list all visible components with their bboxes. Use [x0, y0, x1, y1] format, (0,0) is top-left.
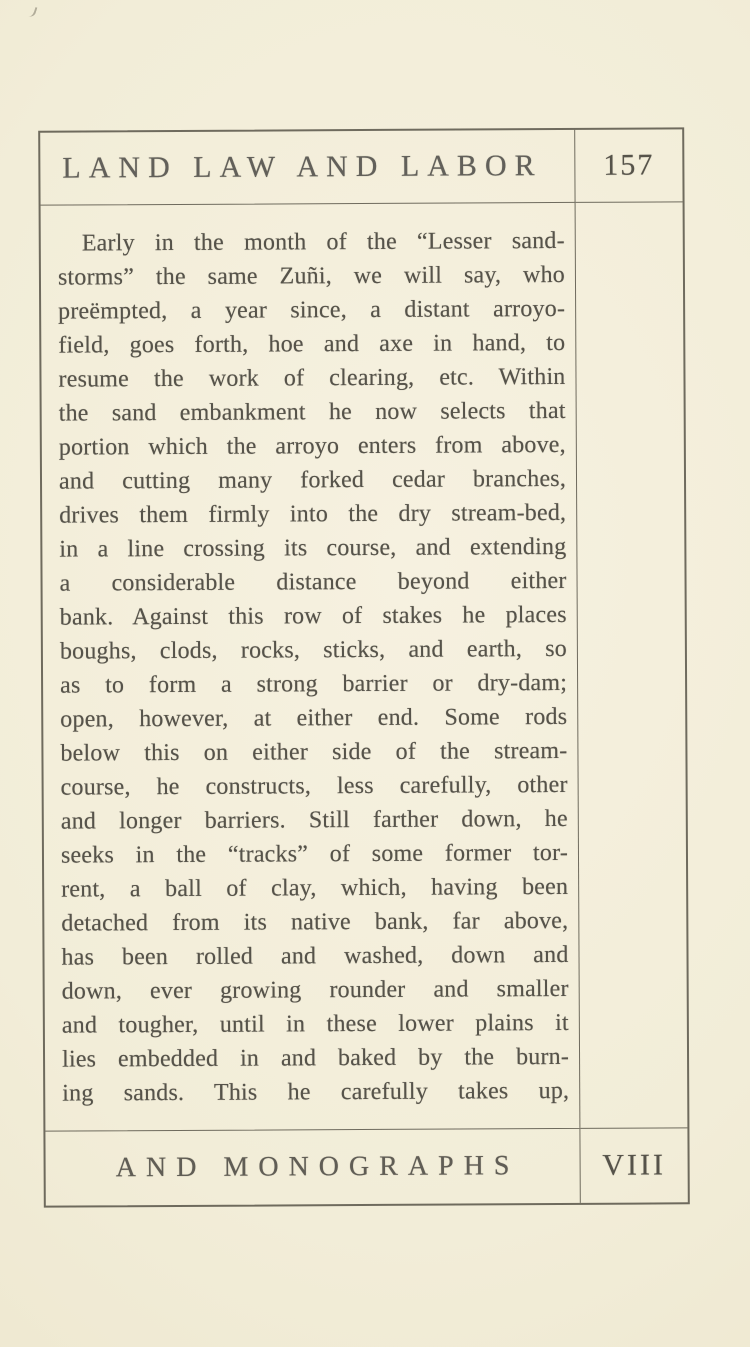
text-line: storms” the same Zuñi, we will say, who — [57, 261, 566, 291]
text-line: open, however, at either end. Some rods — [60, 703, 568, 733]
footer-title-cell — [45, 1128, 580, 1206]
header-title-cell — [40, 130, 575, 206]
text-line: preëmpted, a year since, a distant arroyo- — [58, 295, 566, 325]
text-line: has been rolled and washed, down and — [61, 941, 569, 971]
text-line: the sand embankment he now selects that — [58, 397, 566, 427]
series-footer-title: AND MONOGRAPHS — [115, 1150, 520, 1184]
text-line: field, goes forth, hoe and axe in hand, to — [58, 329, 566, 359]
text-line: as to form a strong barrier or dry-dam; — [60, 669, 568, 699]
text-line: bank. Against this row of stakes he places — [59, 601, 567, 631]
text-line: boughs, clods, rocks, sticks, and earth, so — [59, 635, 567, 665]
text-line: a considerable distance beyond either — [59, 567, 567, 597]
text-line: down, ever growing rounder and smaller — [61, 975, 569, 1005]
body-text — [58, 224, 570, 1111]
text-line: seeks in the “tracks” of some former tor- — [60, 839, 569, 869]
footer-number-cell — [580, 1127, 687, 1203]
text-line: lies embedded in and baked by the burn- — [61, 1043, 570, 1073]
page-frame — [38, 127, 690, 1207]
volume-number: VIII — [602, 1148, 667, 1182]
header-number-cell — [575, 129, 682, 203]
text-line: rent, a ball of clay, which, having been — [61, 873, 569, 903]
text-line: resume the work of clearing, etc. Within — [58, 363, 566, 393]
page-number: 157 — [603, 148, 655, 182]
scan-speck — [26, 5, 38, 18]
running-head-title: LAND LAW AND LABOR — [62, 149, 543, 185]
text-line: and cutting many forked cedar branches, — [58, 465, 567, 495]
text-line: and longer barriers. Still farther down, he — [60, 805, 568, 835]
text-line: below this on either side of the stream- — [60, 737, 568, 767]
text-line: and tougher, until in these lower plains it — [61, 1009, 569, 1039]
blank-margin-column — [576, 202, 688, 1128]
text-line: portion which the arroyo enters from above, — [58, 431, 566, 461]
text-line: detached from its native bank, far above, — [61, 907, 569, 937]
body-text-column — [41, 203, 581, 1131]
text-line: ing sands. This he carefully takes up, — [62, 1077, 570, 1107]
text-line: course, he constructs, less carefully, other — [60, 771, 568, 801]
text-line: drives them firmly into the dry stream-bed, — [59, 499, 567, 529]
text-line: Early in the month of the “Lesser sand- — [81, 227, 565, 257]
text-line: in a line crossing its course, and extending — [59, 533, 567, 563]
